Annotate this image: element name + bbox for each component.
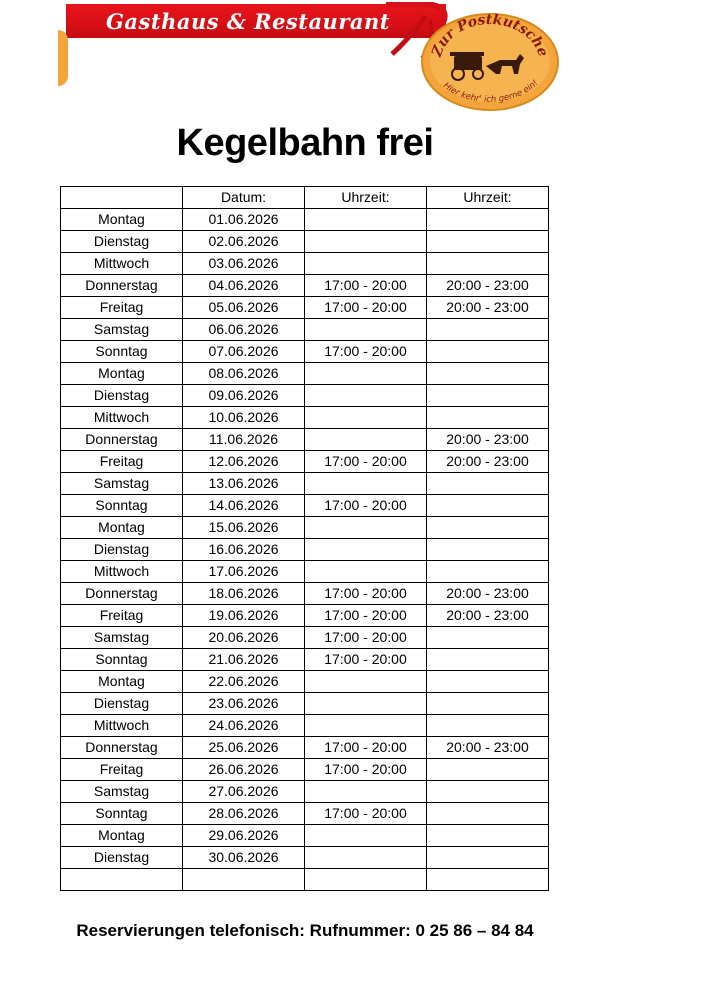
time-slot-2-cell — [427, 759, 549, 781]
time-slot-1-cell — [305, 231, 427, 253]
time-slot-1-cell — [305, 539, 427, 561]
date-cell: 14.06.2026 — [183, 495, 305, 517]
time-slot-2-cell — [427, 385, 549, 407]
time-slot-2-cell: 20:00 - 23:00 — [427, 605, 549, 627]
time-slot-1-cell — [305, 671, 427, 693]
table-row — [61, 385, 549, 407]
time-slot-1-cell: 17:00 - 20:00 — [305, 495, 427, 517]
date-cell: 16.06.2026 — [183, 539, 305, 561]
date-cell: 09.06.2026 — [183, 385, 305, 407]
date-cell: 18.06.2026 — [183, 583, 305, 605]
weekday-cell: Montag — [61, 825, 183, 847]
table-row — [61, 583, 549, 605]
time-slot-2-cell — [427, 495, 549, 517]
date-cell: 20.06.2026 — [183, 627, 305, 649]
weekday-cell: Montag — [61, 209, 183, 231]
schedule-table — [60, 186, 549, 891]
table-row — [61, 341, 549, 363]
time-slot-1-cell — [305, 847, 427, 869]
time-slot-2-cell — [427, 341, 549, 363]
table-row — [61, 825, 549, 847]
time-slot-2-cell: 20:00 - 23:00 — [427, 297, 549, 319]
date-cell: 01.06.2026 — [183, 209, 305, 231]
table-header-row — [61, 187, 549, 209]
reservation-phone-note: Reservierungen telefonisch: Rufnummer: 0 25 86 – 84 84 — [76, 921, 534, 940]
time-slot-2-cell — [427, 473, 549, 495]
date-cell: 25.06.2026 — [183, 737, 305, 759]
weekday-cell: Montag — [61, 517, 183, 539]
date-cell — [183, 869, 305, 891]
header-time-1: Uhrzeit: — [305, 187, 427, 209]
table-row — [61, 671, 549, 693]
time-slot-1-cell — [305, 473, 427, 495]
time-slot-2-cell: 20:00 - 23:00 — [427, 583, 549, 605]
time-slot-1-cell: 17:00 - 20:00 — [305, 341, 427, 363]
weekday-cell — [61, 869, 183, 891]
table-row — [61, 473, 549, 495]
time-slot-2-cell — [427, 407, 549, 429]
weekday-cell: Samstag — [61, 473, 183, 495]
time-slot-2-cell — [427, 363, 549, 385]
date-cell: 28.06.2026 — [183, 803, 305, 825]
time-slot-2-cell — [427, 715, 549, 737]
time-slot-2-cell — [427, 209, 549, 231]
table-row — [61, 715, 549, 737]
page-title: Kegelbahn frei — [176, 122, 434, 164]
banner-text: Gasthaus & Restaurant — [106, 9, 390, 34]
weekday-cell: Montag — [61, 363, 183, 385]
time-slot-2-cell — [427, 803, 549, 825]
time-slot-1-cell: 17:00 - 20:00 — [305, 649, 427, 671]
weekday-cell: Sonntag — [61, 495, 183, 517]
time-slot-1-cell — [305, 385, 427, 407]
time-slot-1-cell — [305, 693, 427, 715]
time-slot-2-cell — [427, 627, 549, 649]
weekday-cell: Samstag — [61, 627, 183, 649]
date-cell: 04.06.2026 — [183, 275, 305, 297]
weekday-cell: Freitag — [61, 605, 183, 627]
table-row — [61, 847, 549, 869]
time-slot-1-cell — [305, 869, 427, 891]
time-slot-2-cell: 20:00 - 23:00 — [427, 737, 549, 759]
date-cell: 27.06.2026 — [183, 781, 305, 803]
table-row — [61, 319, 549, 341]
date-cell: 05.06.2026 — [183, 297, 305, 319]
table-row — [61, 693, 549, 715]
time-slot-2-cell — [427, 781, 549, 803]
time-slot-1-cell: 17:00 - 20:00 — [305, 297, 427, 319]
header-date: Datum: — [183, 187, 305, 209]
time-slot-2-cell — [427, 319, 549, 341]
time-slot-1-cell: 17:00 - 20:00 — [305, 451, 427, 473]
time-slot-2-cell — [427, 253, 549, 275]
time-slot-1-cell — [305, 363, 427, 385]
time-slot-1-cell — [305, 781, 427, 803]
time-slot-1-cell: 17:00 - 20:00 — [305, 605, 427, 627]
date-cell: 10.06.2026 — [183, 407, 305, 429]
weekday-cell: Dienstag — [61, 693, 183, 715]
table-row — [61, 407, 549, 429]
time-slot-2-cell: 20:00 - 23:00 — [427, 451, 549, 473]
date-cell: 02.06.2026 — [183, 231, 305, 253]
weekday-cell: Dienstag — [61, 847, 183, 869]
date-cell: 21.06.2026 — [183, 649, 305, 671]
weekday-cell: Donnerstag — [61, 583, 183, 605]
table-row — [61, 363, 549, 385]
time-slot-1-cell — [305, 429, 427, 451]
header-time-2: Uhrzeit: — [427, 187, 549, 209]
table-row — [61, 209, 549, 231]
table-row — [61, 495, 549, 517]
time-slot-1-cell: 17:00 - 20:00 — [305, 737, 427, 759]
table-row — [61, 539, 549, 561]
weekday-cell: Mittwoch — [61, 561, 183, 583]
time-slot-2-cell — [427, 231, 549, 253]
logo-edge-decoration — [58, 30, 68, 86]
table-row — [61, 231, 549, 253]
weekday-cell: Sonntag — [61, 649, 183, 671]
date-cell: 13.06.2026 — [183, 473, 305, 495]
weekday-cell: Samstag — [61, 319, 183, 341]
date-cell: 08.06.2026 — [183, 363, 305, 385]
table-row — [61, 781, 549, 803]
time-slot-2-cell — [427, 649, 549, 671]
table-row — [61, 451, 549, 473]
logo-name: Zur Postkutsche — [429, 11, 551, 59]
table-row — [61, 759, 549, 781]
table-row — [61, 627, 549, 649]
time-slot-2-cell — [427, 847, 549, 869]
weekday-cell: Donnerstag — [61, 429, 183, 451]
table-row — [61, 605, 549, 627]
weekday-cell: Freitag — [61, 451, 183, 473]
logo-slogan: Hier kehr' ich gerne ein! — [441, 78, 541, 105]
table-row — [61, 253, 549, 275]
time-slot-1-cell: 17:00 - 20:00 — [305, 275, 427, 297]
weekday-cell: Donnerstag — [61, 275, 183, 297]
weekday-cell: Dienstag — [61, 385, 183, 407]
date-cell: 06.06.2026 — [183, 319, 305, 341]
table-row — [61, 429, 549, 451]
table-row — [61, 869, 549, 891]
table-row — [61, 297, 549, 319]
date-cell: 19.06.2026 — [183, 605, 305, 627]
time-slot-1-cell — [305, 319, 427, 341]
time-slot-2-cell: 20:00 - 23:00 — [427, 429, 549, 451]
time-slot-2-cell — [427, 869, 549, 891]
date-cell: 03.06.2026 — [183, 253, 305, 275]
time-slot-1-cell — [305, 517, 427, 539]
restaurant-logo — [420, 8, 560, 112]
weekday-cell: Mittwoch — [61, 407, 183, 429]
weekday-cell: Mittwoch — [61, 715, 183, 737]
date-cell: 12.06.2026 — [183, 451, 305, 473]
time-slot-1-cell — [305, 209, 427, 231]
date-cell: 11.06.2026 — [183, 429, 305, 451]
table-row — [61, 737, 549, 759]
date-cell: 22.06.2026 — [183, 671, 305, 693]
weekday-cell: Sonntag — [61, 341, 183, 363]
weekday-cell: Freitag — [61, 759, 183, 781]
weekday-cell: Freitag — [61, 297, 183, 319]
time-slot-2-cell — [427, 671, 549, 693]
date-cell: 26.06.2026 — [183, 759, 305, 781]
date-cell: 29.06.2026 — [183, 825, 305, 847]
table-row — [61, 649, 549, 671]
time-slot-1-cell: 17:00 - 20:00 — [305, 583, 427, 605]
time-slot-2-cell: 20:00 - 23:00 — [427, 275, 549, 297]
time-slot-2-cell — [427, 561, 549, 583]
time-slot-1-cell — [305, 253, 427, 275]
time-slot-1-cell — [305, 715, 427, 737]
time-slot-1-cell: 17:00 - 20:00 — [305, 803, 427, 825]
weekday-cell: Dienstag — [61, 539, 183, 561]
header-blank-cell — [61, 187, 183, 209]
weekday-cell: Samstag — [61, 781, 183, 803]
weekday-cell: Sonntag — [61, 803, 183, 825]
time-slot-1-cell: 17:00 - 20:00 — [305, 759, 427, 781]
time-slot-2-cell — [427, 539, 549, 561]
table-row — [61, 561, 549, 583]
date-cell: 15.06.2026 — [183, 517, 305, 539]
date-cell: 30.06.2026 — [183, 847, 305, 869]
date-cell: 23.06.2026 — [183, 693, 305, 715]
table-row — [61, 803, 549, 825]
weekday-cell: Donnerstag — [61, 737, 183, 759]
time-slot-1-cell — [305, 407, 427, 429]
time-slot-2-cell — [427, 693, 549, 715]
date-cell: 24.06.2026 — [183, 715, 305, 737]
date-cell: 17.06.2026 — [183, 561, 305, 583]
table-row — [61, 517, 549, 539]
weekday-cell: Mittwoch — [61, 253, 183, 275]
table-row — [61, 275, 549, 297]
time-slot-2-cell — [427, 517, 549, 539]
weekday-cell: Montag — [61, 671, 183, 693]
time-slot-1-cell — [305, 561, 427, 583]
weekday-cell: Dienstag — [61, 231, 183, 253]
time-slot-1-cell: 17:00 - 20:00 — [305, 627, 427, 649]
time-slot-2-cell — [427, 825, 549, 847]
time-slot-1-cell — [305, 825, 427, 847]
date-cell: 07.06.2026 — [183, 341, 305, 363]
